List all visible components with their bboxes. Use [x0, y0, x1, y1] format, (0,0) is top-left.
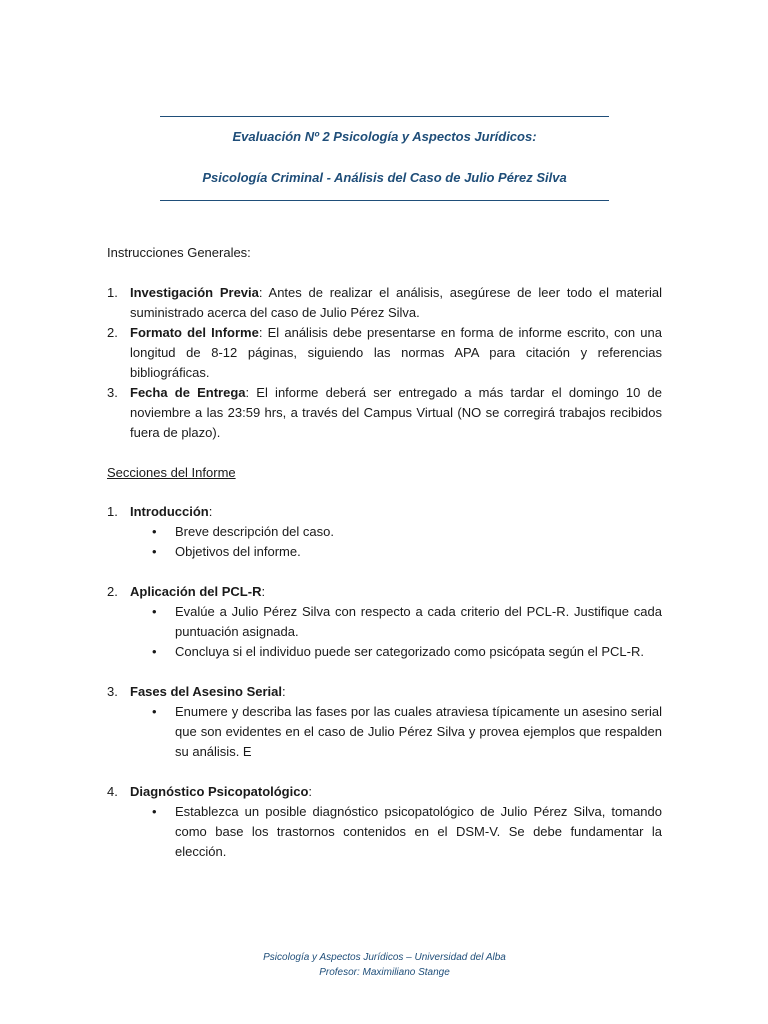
section-suffix: : [308, 784, 313, 799]
instruction-label: Investigación Previa [130, 285, 259, 300]
bullet-item [107, 602, 662, 642]
footer-professor-line: Profesor: Maximiliano Stange [319, 967, 450, 978]
bullet-icon: • [152, 704, 157, 719]
bullet-text: Objetivos del informe. [175, 544, 301, 559]
section-item-introduccion [107, 502, 662, 562]
section-label: Fases del Asesino Serial [130, 684, 282, 699]
instruction-number: 3. [107, 385, 118, 400]
section-suffix: : [261, 584, 266, 599]
instruction-label: Fecha de Entrega [130, 385, 246, 400]
instruction-text: : El análisis debe presentarse en forma de informe escrito, con una longitud de 8-12 páginas, siguiendo las normas APA para citación y referencias bibliográficas. [130, 325, 662, 380]
header-bottom-rule [160, 200, 609, 201]
bullet-item [107, 522, 662, 542]
bullet-text: Evalúe a Julio Pérez Silva con respecto a cada criterio del PCL-R. Justifique cada puntuación asignada. [175, 604, 662, 639]
document-title: Evaluación Nº 2 Psicología y Aspectos Jurídicos: [232, 129, 537, 144]
bullet-text: Establezca un posible diagnóstico psicopatológico de Julio Pérez Silva, tomando como base los trastornos contenidos en el DSM-V. Se debe fundamentar la elección. [175, 804, 662, 859]
bullet-text: Concluya si el individuo puede ser categorizado como psicópata según el PCL-R. [175, 644, 644, 659]
section-number: 3. [107, 684, 118, 699]
bullet-icon: • [152, 644, 157, 659]
instruction-text: : El informe deberá ser entregado a más tardar el domingo 10 de noviembre a las 23:59 hrs, a través del Campus Virtual (NO se corregirá trabajos recibidos fuera de plazo). [130, 385, 662, 440]
section-heading [107, 782, 662, 802]
bullet-icon: • [152, 604, 157, 619]
section-number: 2. [107, 584, 118, 599]
section-suffix: : [208, 504, 213, 519]
bullet-icon: • [152, 804, 157, 819]
footer-course-line: Psicología y Aspectos Jurídicos – Universidad del Alba [263, 952, 506, 963]
bullet-icon: • [152, 524, 157, 539]
section-item-diagnostico [107, 782, 662, 862]
instruction-number: 2. [107, 325, 118, 340]
section-item-pcl-r [107, 582, 662, 662]
instructions-list [107, 283, 662, 443]
section-number: 1. [107, 504, 118, 519]
section-item-fases-asesino-serial [107, 682, 662, 762]
section-label: Diagnóstico Psicopatológico [130, 784, 309, 799]
section-heading [107, 502, 662, 522]
instruction-text: : Antes de realizar el análisis, asegúrese de leer todo el material suministrado acerca del caso de Julio Pérez Silva. [130, 285, 662, 320]
bullet-text: Enumere y describa las fases por las cuales atraviesa típicamente un asesino serial que son evidentes en el caso de Julio Pérez Silva y provea ejemplos que respalden su análisis. E [175, 704, 662, 759]
bullet-text: Breve descripción del caso. [175, 524, 334, 539]
bullet-item [107, 542, 662, 562]
section-label: Aplicación del PCL-R [130, 584, 262, 599]
section-number: 4. [107, 784, 118, 799]
bullet-item [107, 802, 662, 862]
instruction-label: Formato del Informe [130, 325, 259, 340]
instruction-item [107, 383, 662, 443]
instruction-number: 1. [107, 285, 118, 300]
instruction-item [107, 283, 662, 323]
section-heading [107, 682, 662, 702]
header-top-rule [160, 116, 609, 117]
section-suffix: : [281, 684, 286, 699]
instructions-heading: Instrucciones Generales: [107, 245, 251, 260]
sections-heading: Secciones del Informe [107, 465, 236, 480]
bullet-item [107, 702, 662, 762]
section-heading [107, 582, 662, 602]
section-label: Introducción [130, 504, 209, 519]
instruction-item [107, 323, 662, 383]
bullet-icon: • [152, 544, 157, 559]
bullet-item [107, 642, 662, 662]
document-subtitle: Psicología Criminal - Análisis del Caso de Julio Pérez Silva [202, 170, 567, 185]
